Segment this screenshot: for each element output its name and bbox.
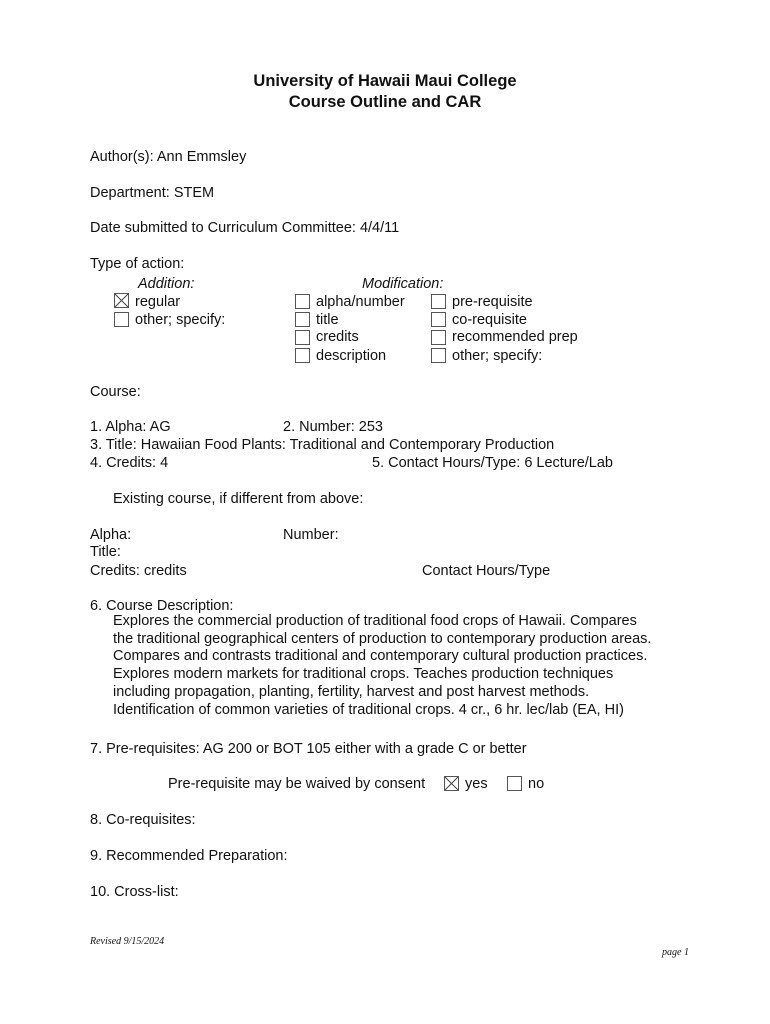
course-title: 3. Title: Hawaiian Food Plants: Traditional and Contemporary Production [90,437,555,453]
checkbox-waiver-no[interactable] [507,776,522,791]
addition-heading: Addition: [138,276,195,292]
description-line: Explores modern markets for traditional crops. Teaches production techniques [113,666,614,683]
corequisites-line: 8. Co-requisites: [90,812,196,828]
description-line: Identification of common varieties of traditional crops. 4 cr., 6 hr. lec/lab (EA, HI) [113,701,624,718]
option-regular-label: regular [135,294,181,310]
option-title-label: title [316,312,339,328]
existing-number: Number: [283,527,339,543]
checkbox-pre-requisite[interactable] [431,294,446,309]
modification-heading: Modification: [362,276,444,292]
document-title: Course Outline and CAR [288,93,482,111]
existing-alpha: Alpha: [90,527,132,543]
course-description-label: 6. Course Description: [90,598,234,614]
existing-credits: Credits: credits [90,563,187,579]
author-line: Author(s): Ann Emmsley [90,149,247,165]
date-submitted-line: Date submitted to Curriculum Committee: 4/4/11 [90,220,400,236]
page-number: page 1 [662,947,689,958]
recommended-prep-line: 9. Recommended Preparation: [90,848,288,864]
checkbox-title[interactable] [295,312,310,327]
description-line: the traditional geographical centers of production to contemporary production areas. [113,630,652,647]
type-of-action-label: Type of action: [90,256,185,272]
checkbox-regular[interactable] [114,293,129,308]
option-credits-label: credits [316,329,359,345]
checkbox-co-requisite[interactable] [431,312,446,327]
course-number: 2. Number: 253 [283,419,383,435]
option-modification-other-label: other; specify: [452,348,543,364]
course-label: Course: [90,384,141,400]
course-description-text [113,613,713,719]
department-line: Department: STEM [90,185,215,201]
option-description-label: description [316,348,387,364]
college-title: University of Hawaii Maui College [253,72,517,90]
description-line: including propagation, planting, fertility, harvest and post harvest methods. [113,683,590,700]
existing-course-label: Existing course, if different from above: [113,491,364,507]
waiver-label: Pre-requisite may be waived by consent [168,776,426,792]
checkbox-waiver-yes[interactable] [444,776,459,791]
existing-contact-hours: Contact Hours/Type [422,563,551,579]
revised-date: Revised 9/15/2024 [90,936,165,947]
option-addition-other-label: other; specify: [135,312,226,328]
checkbox-recommended-prep[interactable] [431,330,446,345]
course-credits: 4. Credits: 4 [90,455,169,471]
checkbox-credits[interactable] [295,330,310,345]
option-recommended-prep-label: recommended prep [452,329,578,345]
description-line: Compares and contrasts traditional and contemporary cultural production practices. [113,648,648,665]
waiver-no-label: no [528,776,545,792]
cross-list-line: 10. Cross-list: [90,884,179,900]
waiver-yes-label: yes [465,776,488,792]
checkbox-modification-other[interactable] [431,348,446,363]
option-alpha-number-label: alpha/number [316,294,405,310]
checkbox-addition-other[interactable] [114,312,129,327]
option-co-requisite-label: co-requisite [452,312,527,328]
checkmark-x-icon [445,777,458,790]
course-alpha: 1. Alpha: AG [90,419,171,435]
prerequisites-line: 7. Pre-requisites: AG 200 or BOT 105 either with a grade C or better [90,741,527,757]
description-line: Explores the commercial production of traditional food crops of Hawaii. Compares [113,613,637,629]
checkbox-alpha-number[interactable] [295,294,310,309]
course-contact-hours: 5. Contact Hours/Type: 6 Lecture/Lab [372,455,613,471]
existing-title: Title: [90,544,121,560]
option-pre-requisite-label: pre-requisite [452,294,533,310]
checkbox-description[interactable] [295,348,310,363]
checkmark-x-icon [115,294,128,307]
